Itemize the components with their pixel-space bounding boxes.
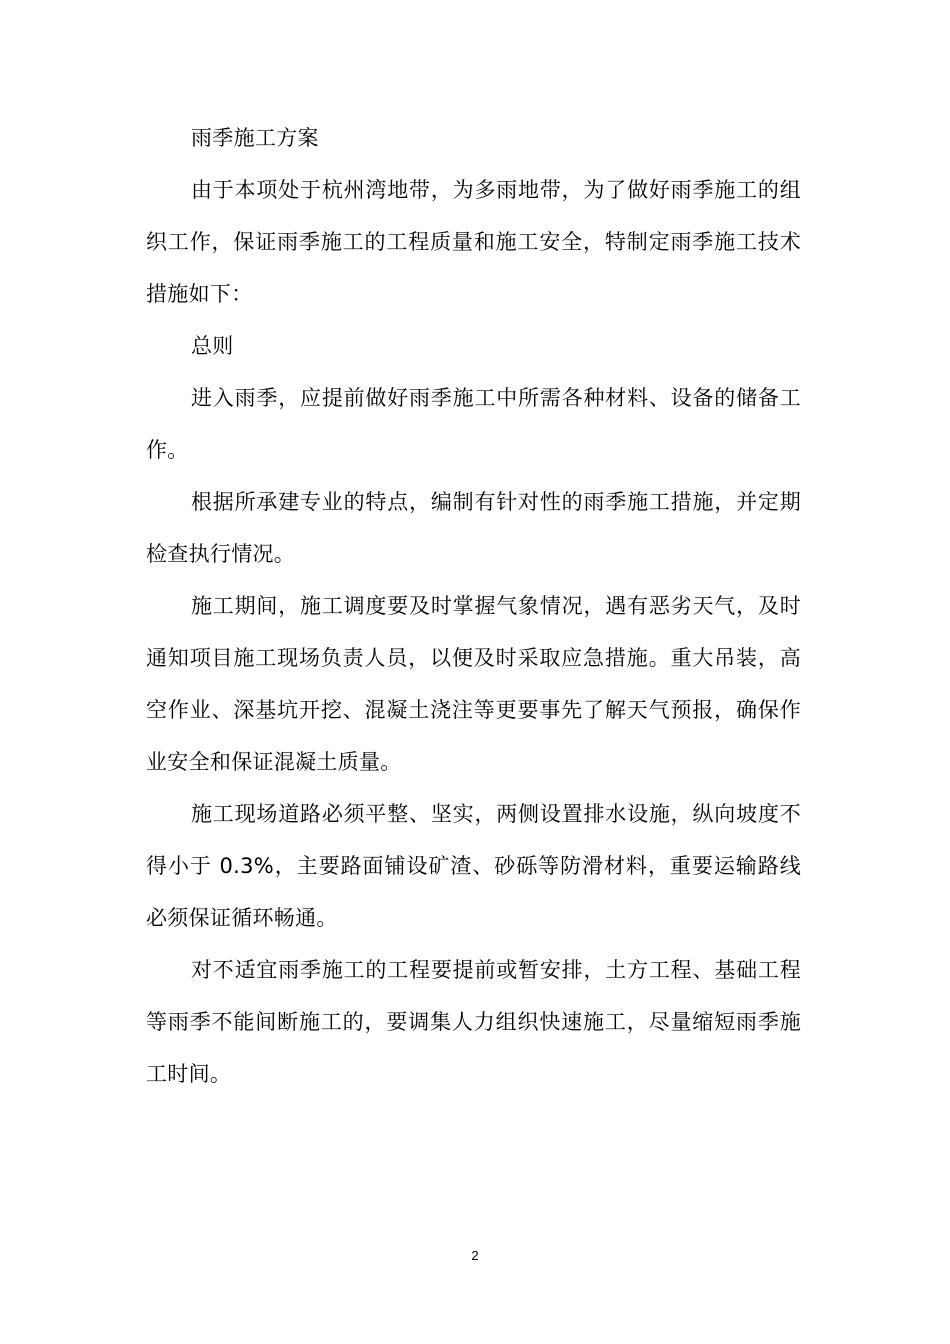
intro-paragraph: 由于本项处于杭州湾地带，为多雨地带，为了做好雨季施工的组织工作，保证雨季施工的工程质量和施工安全，特制定雨季施工技术措施如下： <box>146 178 801 306</box>
document-body <box>146 112 801 1100</box>
page-number: 2 <box>471 1248 479 1263</box>
paragraph-scheduling: 对不适宜雨季施工的工程要提前或暂安排，土方工程、基础工程等雨季不能间断施工的，要调集人力组织快速施工，尽量缩短雨季施工时间。 <box>146 958 801 1086</box>
paragraph-materials: 进入雨季，应提前做好雨季施工中所需各种材料、设备的储备工作。 <box>146 386 801 462</box>
paragraph-weather: 施工期间，施工调度要及时掌握气象情况，遇有恶劣天气，及时通知项目施工现场负责人员，以便及时采取应急措施。重大吊装，高空作业、深基坑开挖、混凝土浇注等更要事先了解天气预报，确保作业安全和保证混凝土质量。 <box>146 594 801 774</box>
paragraph-roads: 施工现场道路必须平整、坚实，两侧设置排水设施，纵向坡度不得小于 0.3%，主要路面铺设矿渣、砂砾等防滑材料，重要运输路线必须保证循环畅通。 <box>146 802 801 930</box>
general-heading: 总则 <box>191 334 234 358</box>
section-title: 雨季施工方案 <box>191 126 319 150</box>
paragraph-measures: 根据所承建专业的特点，编制有针对性的雨季施工措施，并定期检查执行情况。 <box>146 490 801 566</box>
